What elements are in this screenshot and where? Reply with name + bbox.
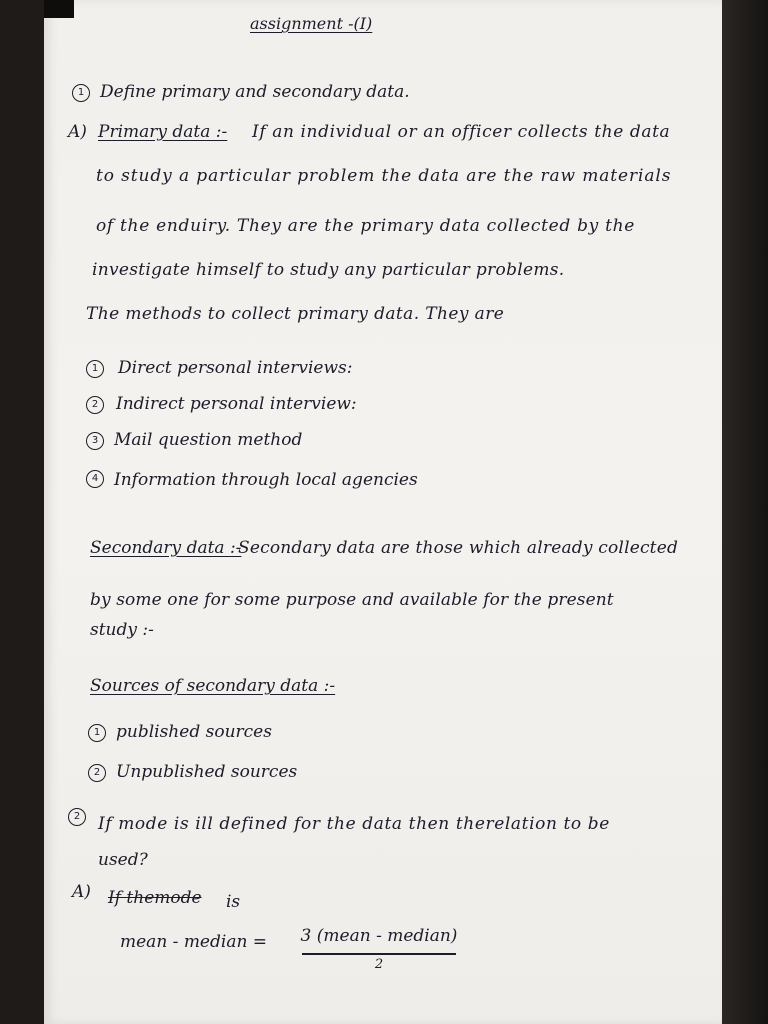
notebook-page [44,0,722,1024]
answer-2-text: is [226,892,241,912]
formula-left: mean - median = [120,932,268,952]
method-number-3: 3 [86,432,104,450]
method-number-4: 4 [86,470,104,488]
answer-1-marker: A) [68,122,87,142]
formula-denominator: 2 [374,957,384,972]
method-2: Indirect personal interview: [116,394,357,414]
source-1: published sources [116,722,272,742]
secondary-line-1: Secondary data are those which already collected [238,538,679,558]
method-number-2: 2 [86,396,104,414]
fraction-bar [302,953,456,955]
primary-line-2: to study a particular problem the data are the raw materials [96,166,672,186]
primary-line-1: If an individual or an officer collects the data [252,122,671,142]
source-2: Unpublished sources [116,762,298,782]
method-4: Information through local agencies [114,470,418,490]
methods-intro: The methods to collect primary data. They are [86,304,505,324]
primary-line-3: of the enduiry. They are the primary data collected by the [96,216,636,236]
primary-line-4: investigate himself to study any particular problems. [92,260,565,280]
source-number-2: 2 [88,764,106,782]
secondary-data-heading: Secondary data :- [90,538,242,558]
source-number-1: 1 [88,724,106,742]
method-1: Direct personal interviews: [118,358,353,378]
secondary-line-2: by some one for some purpose and available for the present [90,590,614,610]
primary-data-heading: Primary data :- [98,122,228,142]
page-title: assignment -(I) [250,14,373,33]
method-number-1: 1 [86,360,104,378]
question-number-1: 1 [72,84,90,102]
page-edge-shadow [722,0,768,1024]
question-1-text: Define primary and secondary data. [100,82,410,102]
sources-heading: Sources of secondary data :- [90,676,336,696]
question-2-line-2: used? [98,850,148,870]
answer-2-struck-text: If themode [108,888,202,908]
question-number-2: 2 [68,808,86,826]
page-corner-shadow [44,0,74,18]
answer-2-marker: A) [72,882,91,902]
secondary-line-3: study :- [90,620,154,640]
formula-numerator: 3 (mean - median) [300,926,458,946]
formula-fraction [300,926,458,972]
method-3: Mail question method [114,430,303,450]
question-2-line-1: If mode is ill defined for the data then therelation to be [98,814,610,834]
